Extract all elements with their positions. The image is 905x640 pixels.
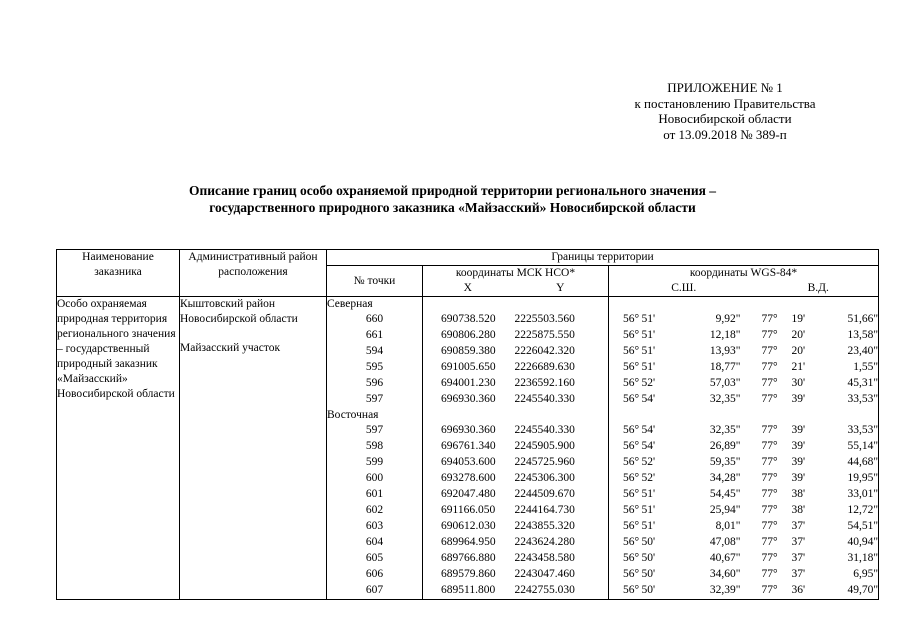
reserve-name-cell xyxy=(57,297,180,600)
cell-lon-s: 55,14" xyxy=(829,439,879,455)
section-east: Восточная xyxy=(327,408,423,423)
cell-lon-s: 33,53" xyxy=(829,423,879,439)
cell-y: 2242755.030 xyxy=(513,583,609,600)
cell-lon-d: 77° xyxy=(761,424,778,436)
cell-y: 2245905.900 xyxy=(513,439,609,455)
cell-point: 597 xyxy=(327,392,423,408)
cell-y: 2243458.580 xyxy=(513,551,609,567)
cell-point: 599 xyxy=(327,455,423,471)
cell-lon-s: 33,53" xyxy=(829,392,879,408)
cell-lon-m: 39' xyxy=(791,440,806,452)
cell-lon-s: 13,58" xyxy=(829,328,879,344)
cell-lat-s: 34,60" xyxy=(709,568,741,580)
cell-y: 2245540.330 xyxy=(513,392,609,408)
cell-x: 696930.360 xyxy=(423,423,513,439)
area-name: Майзасский участок xyxy=(180,342,281,354)
cell-lon-d: 77° xyxy=(761,440,778,452)
cell-lon-m: 39' xyxy=(791,393,806,405)
cell-lat-s: 40,67" xyxy=(709,552,741,564)
cell-lat-d: 56° xyxy=(609,519,639,535)
header-msk: координаты МСК НСО* xyxy=(423,266,609,282)
cell-lat-d: 56° xyxy=(609,312,639,328)
cell-lat-s: 12,18" xyxy=(709,329,741,341)
header-district: Административный район расположения xyxy=(180,250,327,297)
header-y: Y xyxy=(513,281,609,297)
cell-lon-d: 77° xyxy=(761,377,778,389)
cell-x: 690859.380 xyxy=(423,344,513,360)
cell-y: 2245540.330 xyxy=(513,423,609,439)
cell-lon-s: 51,66" xyxy=(829,312,879,328)
cell-lon-d: 77° xyxy=(761,345,778,357)
cell-x: 692047.480 xyxy=(423,487,513,503)
cell-lon-s: 6,95" xyxy=(829,567,879,583)
cell-y: 2225503.560 xyxy=(513,312,609,328)
cell-x: 694053.600 xyxy=(423,455,513,471)
cell-lat-m: 52' xyxy=(641,456,656,468)
cell-lon-d: 77° xyxy=(761,456,778,468)
cell-lat-m: 51' xyxy=(641,504,656,516)
cell-lon-s: 45,31" xyxy=(829,376,879,392)
cell-lon-m: 38' xyxy=(791,488,806,500)
title-line-1: Описание границ особо охраняемой природной территории регионального значения – xyxy=(188,183,717,198)
cell-x: 693278.600 xyxy=(423,471,513,487)
header-bounds: Границы территории xyxy=(327,250,879,266)
cell-point: 597 xyxy=(327,423,423,439)
cell-lon-d: 77° xyxy=(761,520,778,532)
cell-y: 2245306.300 xyxy=(513,471,609,487)
cell-x: 689579.860 xyxy=(423,567,513,583)
cell-lat-m: 50' xyxy=(641,536,656,548)
cell-lon-m: 37' xyxy=(791,520,806,532)
cell-y: 2244164.730 xyxy=(513,503,609,519)
cell-lon-m: 39' xyxy=(791,424,806,436)
cell-lat-d: 56° xyxy=(609,455,639,471)
cell-lon-m: 37' xyxy=(791,568,806,580)
cell-lon-d: 77° xyxy=(761,568,778,580)
cell-lon-m: 30' xyxy=(791,377,806,389)
cell-lon-d: 77° xyxy=(759,583,789,600)
cell-lat-m: 54' xyxy=(641,393,656,405)
cell-y: 2236592.160 xyxy=(513,376,609,392)
cell-lat-m: 50' xyxy=(639,583,665,600)
cell-point: 606 xyxy=(327,567,423,583)
cell-x: 690738.520 xyxy=(423,312,513,328)
document-title xyxy=(40,182,865,216)
cell-lon-s: 31,18" xyxy=(829,551,879,567)
cell-lon-m: 36' xyxy=(789,583,829,600)
cell-lat-d: 56° xyxy=(609,487,639,503)
cell-lon-d: 77° xyxy=(761,329,778,341)
cell-lat-s: 47,08" xyxy=(709,536,741,548)
cell-point: 661 xyxy=(327,328,423,344)
cell-lon-d: 77° xyxy=(761,504,778,516)
cell-lat-m: 54' xyxy=(641,424,656,436)
cell-lat-s: 54,45" xyxy=(709,488,741,500)
cell-lat-m: 50' xyxy=(641,552,656,564)
cell-y: 2225875.550 xyxy=(513,328,609,344)
cell-x: 690612.030 xyxy=(423,519,513,535)
cell-lat-d: 56° xyxy=(609,344,639,360)
district-name: Кыштовский район Новосибирской области xyxy=(180,298,298,325)
reserve-name: Особо охраняемая природная территория регионального значения – государственный природный заказник «Майзасский» Новосибирской области xyxy=(57,298,176,400)
boundary-table xyxy=(56,249,879,600)
cell-x: 690806.280 xyxy=(423,328,513,344)
appendix-header xyxy=(560,80,890,142)
cell-y: 2243624.280 xyxy=(513,535,609,551)
cell-lon-m: 20' xyxy=(791,345,806,357)
cell-x: 696761.340 xyxy=(423,439,513,455)
cell-point: 595 xyxy=(327,360,423,376)
cell-lon-d: 77° xyxy=(761,313,778,325)
cell-lat-m: 50' xyxy=(641,568,656,580)
appendix-number: ПРИЛОЖЕНИЕ № 1 xyxy=(667,80,783,95)
cell-lat-s: 32,35" xyxy=(709,393,741,405)
header-point: № точки xyxy=(327,266,423,297)
header-name: Наименование заказника xyxy=(57,250,180,297)
cell-lat-s: 32,39" xyxy=(665,583,759,600)
cell-x: 691005.650 xyxy=(423,360,513,376)
cell-lon-s: 23,40" xyxy=(829,344,879,360)
cell-lon-m: 37' xyxy=(791,536,806,548)
cell-lon-m: 21' xyxy=(791,361,806,373)
cell-lat-s: 25,94" xyxy=(709,504,741,516)
cell-point: 596 xyxy=(327,376,423,392)
cell-lat-s: 9,92" xyxy=(715,313,741,325)
cell-lat-m: 51' xyxy=(641,329,656,341)
cell-lon-d: 77° xyxy=(761,488,778,500)
cell-lat-s: 59,35" xyxy=(709,456,741,468)
cell-lat-m: 52' xyxy=(641,472,656,484)
cell-y: 2226689.630 xyxy=(513,360,609,376)
cell-lat-d: 56° xyxy=(609,423,639,439)
cell-lat-m: 54' xyxy=(641,440,656,452)
cell-x: 691166.050 xyxy=(423,503,513,519)
cell-point: 601 xyxy=(327,487,423,503)
cell-x: 689511.800 xyxy=(423,583,513,600)
appendix-resolution: к постановлению Правительства xyxy=(634,95,816,111)
cell-lat-s: 13,93" xyxy=(709,345,741,357)
cell-point: 604 xyxy=(327,535,423,551)
cell-lon-d: 77° xyxy=(761,393,778,405)
cell-lon-s: 19,95" xyxy=(829,471,879,487)
cell-lat-s: 34,28" xyxy=(709,472,741,484)
header-wgs: координаты WGS-84* xyxy=(609,266,879,282)
cell-point: 605 xyxy=(327,551,423,567)
cell-lat-s: 18,77" xyxy=(709,361,741,373)
cell-lat-d: 56° xyxy=(609,360,639,376)
header-lon: В.Д. xyxy=(759,281,879,297)
cell-lon-m: 39' xyxy=(791,456,806,468)
cell-lat-d: 56° xyxy=(609,439,639,455)
cell-point: 660 xyxy=(327,312,423,328)
cell-point: 594 xyxy=(327,344,423,360)
cell-x: 694001.230 xyxy=(423,376,513,392)
cell-lon-m: 39' xyxy=(791,472,806,484)
cell-lat-d: 56° xyxy=(609,392,639,408)
cell-lat-m: 51' xyxy=(641,520,656,532)
cell-lat-d: 56° xyxy=(609,567,639,583)
cell-lon-d: 77° xyxy=(761,472,778,484)
cell-point: 603 xyxy=(327,519,423,535)
cell-y: 2243047.460 xyxy=(513,567,609,583)
cell-lat-s: 26,89" xyxy=(709,440,741,452)
cell-lon-s: 12,72" xyxy=(829,503,879,519)
cell-lat-s: 32,35" xyxy=(709,424,741,436)
cell-lon-s: 33,01" xyxy=(829,487,879,503)
district-cell xyxy=(180,297,327,600)
cell-lon-m: 20' xyxy=(791,329,806,341)
cell-lon-m: 38' xyxy=(791,504,806,516)
cell-y: 2245725.960 xyxy=(513,455,609,471)
cell-lat-d: 56° xyxy=(609,551,639,567)
cell-x: 689964.950 xyxy=(423,535,513,551)
cell-lat-d: 56° xyxy=(609,583,639,600)
table-body xyxy=(57,297,879,600)
cell-lat-m: 51' xyxy=(641,345,656,357)
cell-lon-m: 37' xyxy=(791,552,806,564)
cell-lon-s: 54,51" xyxy=(829,519,879,535)
cell-lon-d: 77° xyxy=(761,361,778,373)
cell-lat-m: 51' xyxy=(641,361,656,373)
cell-lon-d: 77° xyxy=(761,536,778,548)
cell-y: 2226042.320 xyxy=(513,344,609,360)
cell-y: 2244509.670 xyxy=(513,487,609,503)
cell-lat-s: 57,03" xyxy=(709,377,741,389)
appendix-date: от 13.09.2018 № 389-п xyxy=(663,126,787,142)
cell-point: 602 xyxy=(327,503,423,519)
cell-lat-d: 56° xyxy=(609,535,639,551)
cell-lat-m: 52' xyxy=(641,377,656,389)
title-line-2: государственного природного заказника «Майзасский» Новосибирской области xyxy=(209,200,696,215)
cell-lon-d: 77° xyxy=(761,552,778,564)
cell-lon-s: 1,55" xyxy=(829,360,879,376)
cell-lat-d: 56° xyxy=(609,328,639,344)
cell-lat-m: 51' xyxy=(641,313,656,325)
cell-lon-s: 44,68" xyxy=(829,455,879,471)
cell-point: 598 xyxy=(327,439,423,455)
cell-x: 689766.880 xyxy=(423,551,513,567)
cell-y: 2243855.320 xyxy=(513,519,609,535)
header-x: X xyxy=(423,281,513,297)
cell-lat-m: 51' xyxy=(641,488,656,500)
cell-point: 607 xyxy=(327,583,423,600)
section-north: Северная xyxy=(327,297,423,313)
header-lat: С.Ш. xyxy=(609,281,759,297)
cell-lat-d: 56° xyxy=(609,376,639,392)
cell-lon-s: 40,94" xyxy=(829,535,879,551)
cell-lat-d: 56° xyxy=(609,471,639,487)
cell-lat-d: 56° xyxy=(609,503,639,519)
cell-lat-s: 8,01" xyxy=(715,520,741,532)
cell-x: 696930.360 xyxy=(423,392,513,408)
cell-point: 600 xyxy=(327,471,423,487)
cell-lon-s: 49,70" xyxy=(829,583,879,600)
appendix-region: Новосибирской области xyxy=(658,111,792,126)
cell-lon-m: 19' xyxy=(791,313,806,325)
